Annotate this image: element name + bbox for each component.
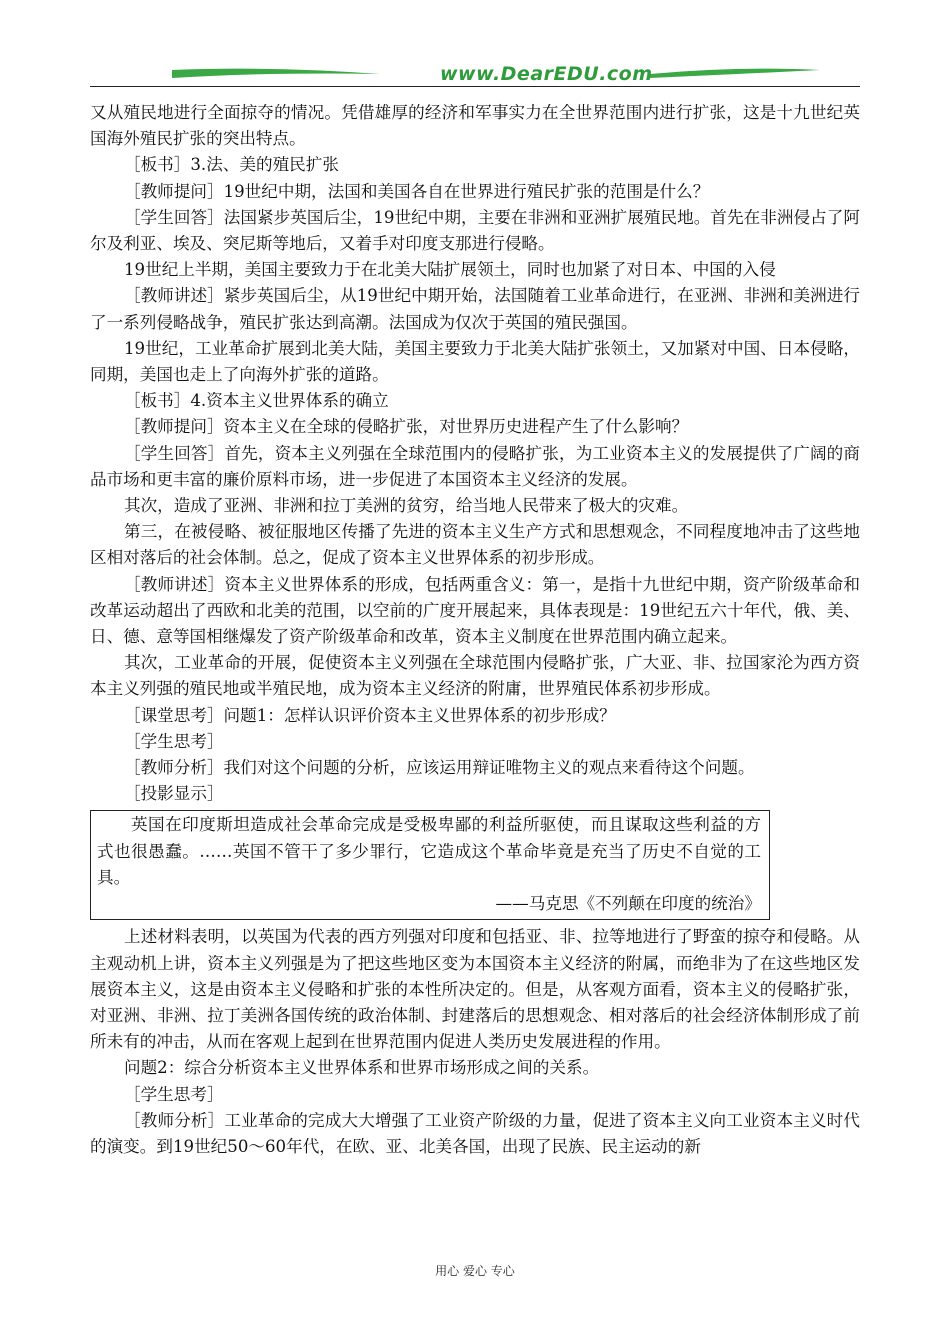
paragraph: ［学生思考］	[124, 731, 224, 751]
page-footer: 用心 爱心 专心	[435, 1264, 515, 1278]
paragraph: 其次，造成了亚洲、非洲和拉丁美洲的贫穷，给当地人民带来了极大的灾难。	[124, 496, 689, 516]
paragraph: 其次，工业革命的开展，促使资本主义列强在全球范围内侵略扩张，广大亚、非、拉国家沦为西方资本主义列强的殖民地或半殖民地，成为资本主义经济的附庸，世界殖民体系初步形成。	[90, 653, 860, 699]
quote-source: ——马克思《不列颠在印度的统治》	[495, 894, 761, 914]
quote-box	[90, 810, 770, 920]
paragraphs-after	[90, 924, 860, 1160]
paragraph: ［学生回答］法国紧步英国后尘，19世纪中期，主要在非洲和亚洲扩展殖民地。首先在非洲侵占了阿尔及利亚、埃及、突尼斯等地后，又着手对印度支那进行侵略。	[90, 207, 860, 254]
site-logo[interactable]: www.DearEDU.com	[440, 63, 653, 85]
header-rule	[90, 86, 860, 87]
paragraphs-before	[90, 100, 860, 807]
paragraph: 19世纪上半期，美国主要致力于在北美大陆扩展领土，同时也加紧了对日本、中国的入侵	[124, 260, 776, 280]
paragraph: ［教师分析］我们对这个问题的分析，应该运用辩证唯物主义的观点来看待这个问题。	[124, 758, 755, 778]
paragraph: ［教师提问］资本主义在全球的侵略扩张，对世界历史进程产生了什么影响？	[124, 417, 689, 437]
paragraph: 上述材料表明，以英国为代表的西方列强对印度和包括亚、非、拉等地进行了野蛮的掠夺和侵略。从主观动机上讲，资本主义列强是为了把这些地区变为本国资本主义经济的附属，而绝非为了在这些地区发展资本主义，这是由资本主义侵略和扩张的本性所决定的。但是，从客观方面看，资本主义的侵略扩张，对亚洲、非洲、拉丁美洲各国传统的政治体制、封建落后的思想观念、相对落后的社会经济体制形成了前所未有的冲击，从而在客观上起到在世界范围内促进人类历史发展进程的作用。	[90, 927, 860, 1052]
paragraph: ［学生思考］	[124, 1084, 224, 1104]
paragraph: 第三，在被侵略、被征服地区传播了先进的资本主义生产方式和思想观念，不同程度地冲击了这些地区相对落后的社会体制。总之，促成了资本主义世界体系的初步形成。	[90, 522, 860, 568]
paragraph: ［教师提问］19世纪中期，法国和美国各自在世界进行殖民扩张的范围是什么？	[124, 181, 710, 201]
quote-text: 英国在印度斯坦造成社会革命完成是受极卑鄙的利益所驱使，而且谋取这些利益的方式也很愚蠢。……英国不管干了多少罪行，它造成这个革命毕竟是充当了历史不自觉的工具。	[97, 815, 761, 887]
paragraph: ［教师讲述］紧步英国后尘，从19世纪中期开始，法国随着工业革命进行，在亚洲、非洲和美洲进行了一系列侵略战争，殖民扩张达到高潮。法国成为仅次于英国的殖民强国。	[90, 286, 860, 332]
paragraph: ［板书］3.法、美的殖民扩张	[124, 155, 339, 175]
paragraph: ［学生回答］首先，资本主义列强在全球范围内的侵略扩张，为工业资本主义的发展提供了广阔的商品市场和更丰富的廉价原料市场，进一步促进了本国资本主义经济的发展。	[90, 443, 860, 489]
document-body	[90, 100, 860, 1160]
paragraph: ［教师讲述］资本主义世界体系的形成，包括两重含义：第一，是指十九世纪中期，资产阶级革命和改革运动超出了西欧和北美的范围，以空前的广度开展起来，具体表现是：19世纪五六十年代，俄、美、日、德、意等国相继爆发了资产阶级革命和改革，资本主义制度在世界范围内确立起来。	[90, 574, 860, 647]
page-header	[90, 58, 860, 90]
paragraph: ［板书］4.资本主义世界体系的确立	[124, 391, 389, 411]
paragraph: ［投影显示］	[124, 784, 224, 804]
paragraph: ［教师分析］工业革命的完成大大增强了工业资产阶级的力量，促进了资本主义向工业资本主义时代的演变。到19世纪50～60年代，在欧、亚、北美各国，出现了民族、民主运动的新	[90, 1110, 860, 1156]
paragraph: ［课堂思考］问题1：怎样认识评价资本主义世界体系的初步形成？	[124, 705, 616, 725]
paragraph: 19世纪，工业革命扩展到北美大陆，美国主要致力于北美大陆扩张领土，又加紧对中国、日本侵略，同期，美国也走上了向海外扩张的道路。	[90, 338, 860, 385]
paragraph: 问题2：综合分析资本主义世界体系和世界市场形成之间的关系。	[124, 1058, 600, 1078]
paragraph: 又从殖民地进行全面掠夺的情况。凭借雄厚的经济和军事实力在全世界范围内进行扩张，这是十九世纪英国海外殖民扩张的突出特点。	[90, 103, 860, 149]
